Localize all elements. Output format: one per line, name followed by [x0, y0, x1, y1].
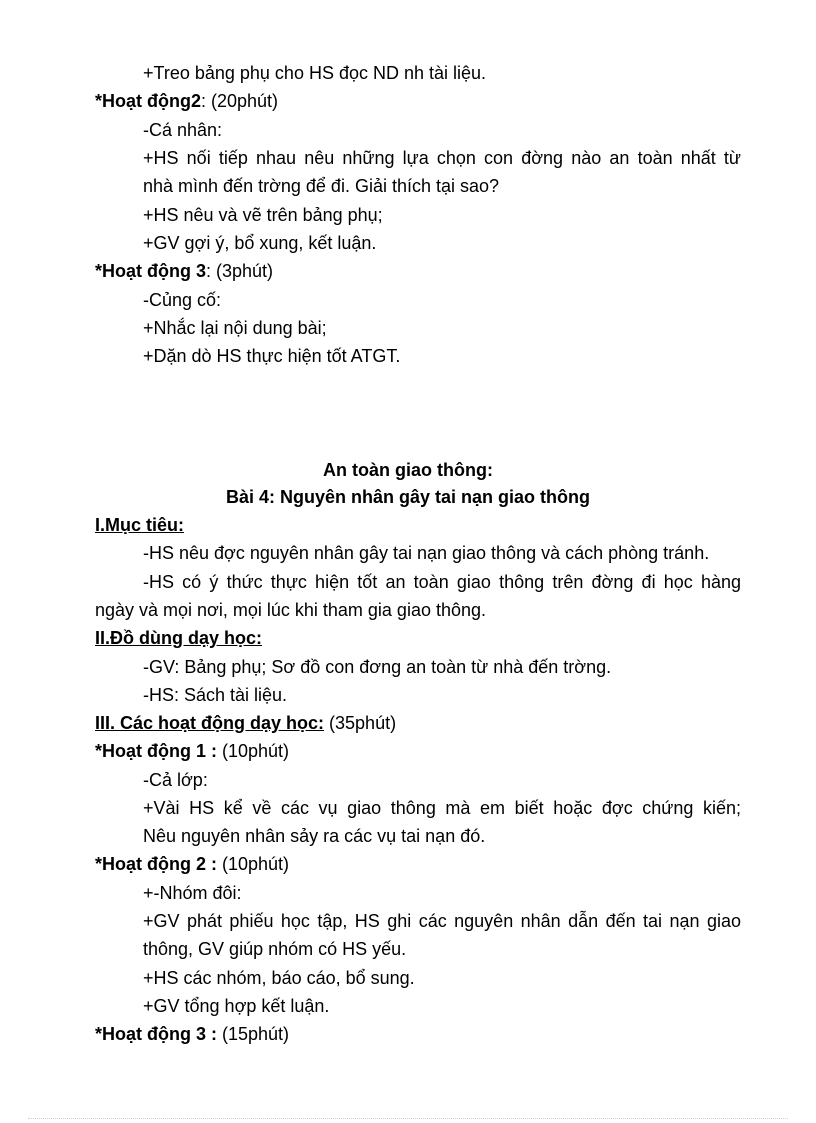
activity-title: *Hoạt động 2 :: [95, 854, 217, 874]
text-line: +-Nhóm đôi:: [143, 883, 242, 903]
activity-heading: [95, 853, 289, 875]
text-line: Nêu nguyên nhân sảy ra các vụ tai nạn đó.: [143, 826, 486, 846]
text-line: +HS nêu và vẽ trên bảng phụ;: [143, 205, 383, 225]
text-line: +HS các nhóm, báo cáo, bổ sung.: [143, 968, 415, 988]
activity-title: *Hoạt động 3 :: [95, 1024, 217, 1044]
section-title: II.Đồ dùng dạy học:: [95, 628, 262, 648]
text-line: +Dặn dò HS thực hiện tốt ATGT.: [143, 346, 401, 366]
activity-title: *Hoạt động2: [95, 91, 201, 111]
text-line: -HS có ý thức thực hiện tốt an toàn giao thông trên đờng đi học hàng: [143, 572, 741, 592]
text-line: +GV tổng hợp kết luận.: [143, 996, 330, 1016]
activity-time: : (3phút): [206, 261, 274, 281]
section-title: III. Các hoạt động dạy học:: [95, 713, 325, 733]
activity-heading: [95, 260, 273, 282]
text-line: ngày và mọi nơi, mọi lúc khi tham gia giao thông.: [95, 600, 487, 620]
text-line: -HS: Sách tài liệu.: [143, 685, 288, 705]
lesson-title: Bài 4: Nguyên nhân gây tai nạn giao thông: [225, 487, 591, 507]
text-line: nhà mình đến trờng để đi. Giải thích tại sao?: [143, 176, 500, 196]
text-line: thông, GV giúp nhóm có HS yếu.: [143, 939, 407, 959]
section-heading: [95, 712, 396, 734]
activity-time: : (20phút): [201, 91, 279, 111]
activity-heading: [95, 90, 278, 112]
text-line: +Vài HS kể về các vụ giao thông mà em biết hoặc đợc chứng kiến;: [143, 798, 741, 818]
activity-heading: [95, 740, 289, 762]
page-footer-divider: [28, 1118, 788, 1119]
text-line: +HS nối tiếp nhau nêu những lựa chọn con đờng nào an toàn nhất từ: [143, 148, 741, 168]
text-line: -HS nêu đợc nguyên nhân gây tai nạn giao thông và cách phòng tránh.: [143, 543, 710, 563]
text-line: +Nhắc lại nội dung bài;: [143, 318, 327, 338]
activity-time: (15phút): [217, 1024, 290, 1044]
activity-heading: [95, 1023, 289, 1045]
text-line: +GV phát phiếu học tập, HS ghi các nguyên nhân dẫn đến tai nạn giao: [143, 911, 741, 931]
activity-time: (10phút): [217, 854, 290, 874]
text-line: +GV gợi ý, bổ xung, kết luận.: [143, 233, 377, 253]
section-title: I.Mục tiêu:: [95, 515, 184, 535]
activity-title: *Hoạt động 1 :: [95, 741, 217, 761]
text-line: -GV: Bảng phụ; Sơ đồ con đơng an toàn từ nhà đến trờng.: [143, 657, 612, 677]
text-line: -Cả lớp:: [143, 770, 208, 790]
text-line: -Cá nhân:: [143, 120, 223, 140]
activity-time: (10phút): [217, 741, 290, 761]
text-line: +Treo bảng phụ cho HS đọc ND nh tài liệu.: [143, 63, 487, 83]
text-line: -Củng cố:: [143, 290, 222, 310]
activity-title: *Hoạt động 3: [95, 261, 206, 281]
section-time: (35phút): [324, 713, 397, 733]
lesson-heading: An toàn giao thông:: [323, 460, 493, 480]
